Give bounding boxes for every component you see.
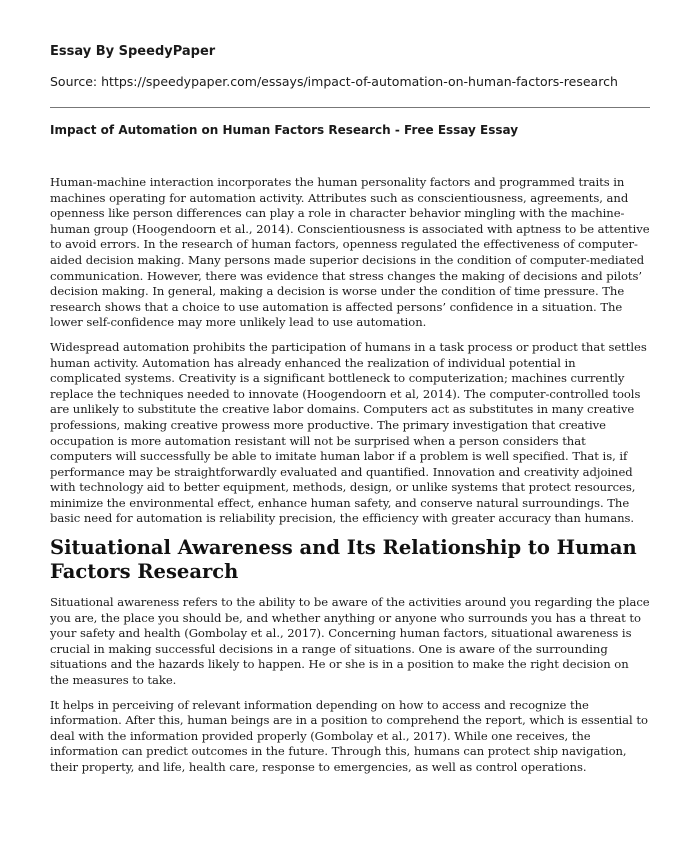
section-heading: Situational Awareness and Its Relationship to Human Factors Research: [50, 536, 637, 584]
body-paragraph: It helps in perceiving of relevant information depending on how to access and recognize the information. After this, human beings are in a position to comprehend the report, which is essential to deal with the information provided properly (Gombolay et al., 2017). While one receives, the information can predict outcomes in the future. Through this, humans can protect ship navigation, their property, and life, health care, response to emergencies, as well as control operations.: [50, 697, 648, 774]
essay-title: Impact of Automation on Human Factors Research - Free Essay Essay: [50, 123, 519, 137]
body-paragraph: Widespread automation prohibits the participation of humans in a task process or product that settles human activity. Automation has already enhanced the realization of individual potential in complicated systems. Creativity is a significant bottleneck to computerization; machines currently replace the techniques needed to innovate (Hoogendoorn et al, 2014). The computer-controlled tools are unlikely to substitute the creative labor domains. Computers act as substitutes in many creative professions, making creative prowess more productive. The primary investigation that creative occupation is more automation resistant will not be surprised when a person considers that computers will successfully be able to imitate human labor if a problem is well specified. That is, if performance may be straightforwardly evaluated and quantified. Innovation and creativity adjoined with technology aid to better equipment, methods, design, or unlike systems that protect resources, minimize the environmental effect, enhance human safety, and conserve natural surroundings. The basic need for automation is reliability precision, the efficiency with greater accuracy than humans.: [50, 339, 647, 526]
header-divider: [50, 107, 650, 108]
source-line: Source: https://speedypaper.com/essays/impact-of-automation-on-human-factors-research: [50, 74, 618, 89]
brand-line: Essay By SpeedyPaper: [50, 44, 216, 59]
body-paragraph: Human-machine interaction incorporates the human personality factors and programmed traits in machines operating for automation activity. Attributes such as conscientiousness, agreements, and openness like person differences can play a role in character behavior mingling with the machine-human group (Hoogendoorn et al., 2014). Conscientiousness is associated with aptness to be attentive to avoid errors. In the research of human factors, openness regulated the effectiveness of computer-aided decision making. Many persons made superior decisions in the condition of computer-mediated communication. However, there was evidence that stress changes the making of decisions and pilots’ decision making. In general, making a decision is worse under the condition of time pressure. The research shows that a choice to use automation is affected persons’ confidence in a situation. The lower self-confidence may more unlikely lead to use automation.: [50, 175, 650, 330]
body-paragraph: Situational awareness refers to the ability to be aware of the activities around you regarding the place you are, the place you should be, and whether anything or anyone who surrounds you has a threat to your safety and health (Gombolay et al., 2017). Concerning human factors, situational awareness is crucial in making successful decisions in a range of situations. One is aware of the surrounding situations and the hazards likely to happen. He or she is in a position to make the right decision on the measures to take.: [50, 595, 650, 688]
